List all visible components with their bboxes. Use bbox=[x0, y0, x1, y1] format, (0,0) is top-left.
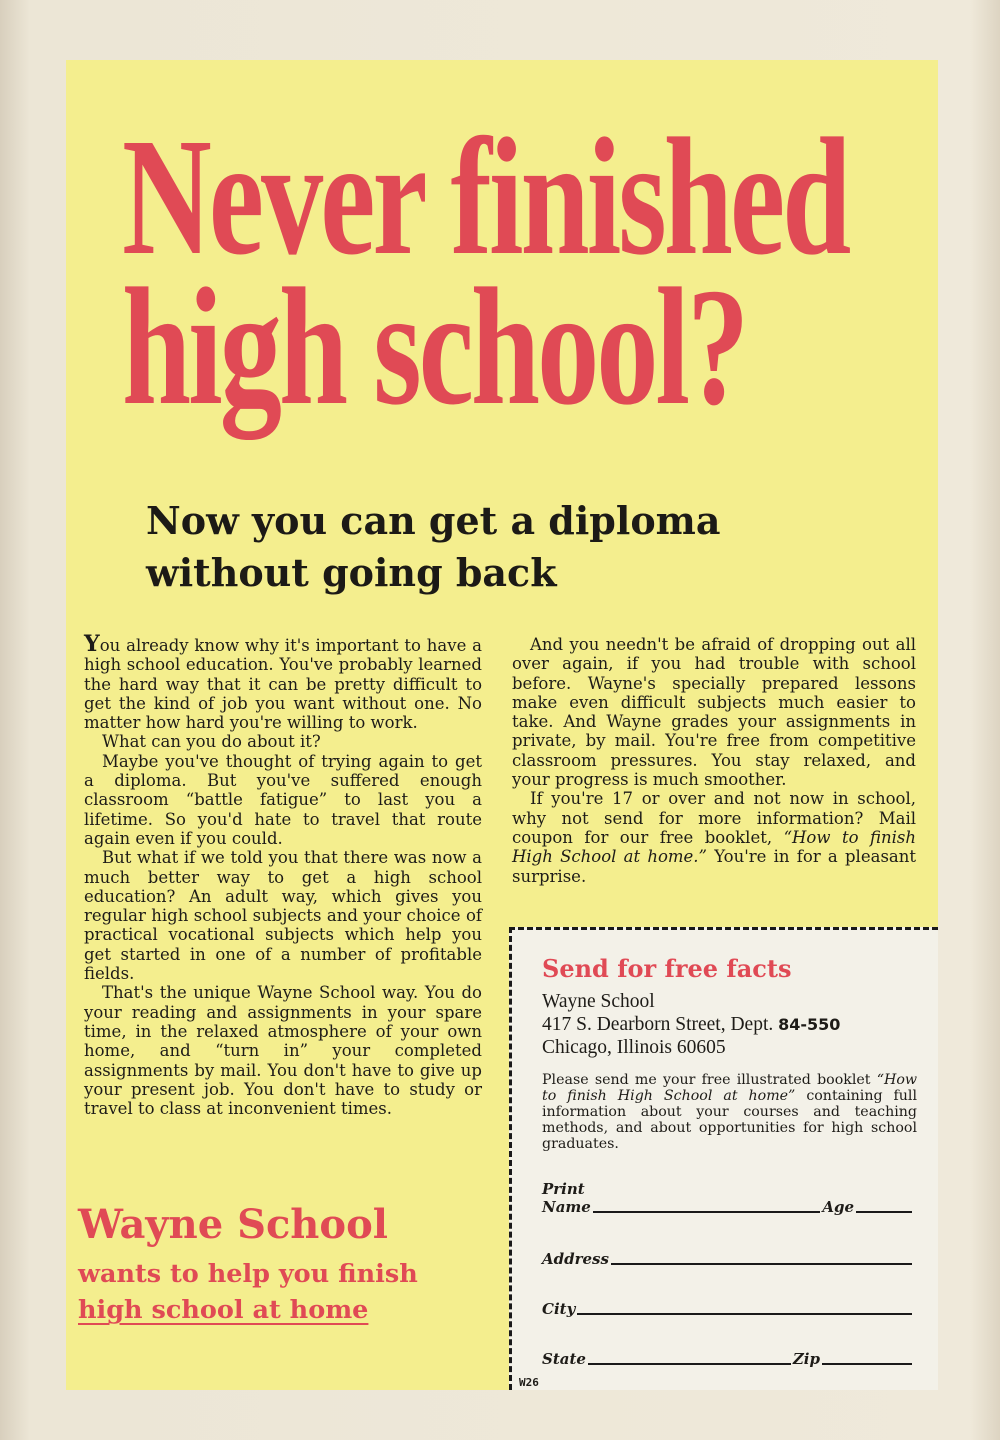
advertisement bbox=[66, 60, 938, 1390]
zip-label: Zip bbox=[792, 1350, 820, 1368]
body-text: You're in for a pleasant surprise. bbox=[512, 847, 917, 886]
coupon-request-text bbox=[542, 1072, 917, 1152]
body-paragraph: But what if we told you that there was now a much better way to get a high school education? An adult way, which gives you regular high school subjects and your choice of practical vocational subjects which help you get started in one of a number of profitable fields. bbox=[84, 848, 482, 984]
promo-tagline-line-1: wants to help you finish bbox=[78, 1259, 418, 1289]
address-school: Wayne School bbox=[542, 991, 655, 1012]
booklet-title: “How to finish High School at home.” bbox=[512, 827, 916, 867]
address-row bbox=[542, 1250, 914, 1268]
state-label: State bbox=[542, 1350, 586, 1368]
body-paragraph: What can you do about it? bbox=[102, 732, 321, 752]
address-city: Chicago, Illinois 60605 bbox=[542, 1037, 726, 1058]
name-age-row bbox=[542, 1198, 914, 1216]
headline bbox=[122, 104, 849, 440]
body-paragraph: Maybe you've thought of trying again to get a diploma. But you've suffered enough classroom “battle fatigue” to last you a lifetime. So you'd hate to travel that route again even if you could. bbox=[84, 751, 482, 848]
request-text: containing full information about your courses and teaching methods, and about opportunities for high school graduates. bbox=[542, 1088, 917, 1152]
print-label: Print bbox=[542, 1180, 585, 1198]
city-label: City bbox=[542, 1300, 576, 1318]
coupon-title: Send for free facts bbox=[542, 954, 792, 983]
state-zip-row bbox=[542, 1350, 914, 1368]
state-field[interactable] bbox=[588, 1363, 791, 1365]
mail-coupon[interactable] bbox=[509, 927, 938, 1390]
name-label: Name bbox=[542, 1198, 591, 1216]
coupon-address bbox=[542, 990, 840, 1059]
city-row bbox=[542, 1300, 914, 1318]
body-column-left bbox=[84, 631, 482, 1119]
address-dept: 84-550 bbox=[778, 1015, 841, 1034]
body-text: If you're 17 or over and not now in school, why not send for more information? Mail coupon for our free booklet, bbox=[512, 789, 916, 847]
subheadline-line-2: without going back bbox=[146, 550, 557, 595]
address-label: Address bbox=[542, 1250, 609, 1268]
coupon-code: W26 bbox=[519, 1376, 539, 1389]
body-paragraph bbox=[512, 789, 916, 885]
body-column-right bbox=[512, 635, 916, 886]
age-field[interactable] bbox=[856, 1211, 912, 1213]
body-paragraph: That's the unique Wayne School way. You do your reading and assignments in your spare time, in the relaxed atmosphere of your own home, and “turn in” your completed assignments by mail. You don't have to give up your present job. You don't have to study or travel to class at inconvenient times. bbox=[84, 983, 482, 1119]
address-street-line bbox=[542, 1013, 840, 1036]
promo-block bbox=[78, 1200, 498, 1327]
request-text: Please send me your free illustrated booklet bbox=[542, 1072, 877, 1088]
city-field[interactable] bbox=[577, 1313, 912, 1315]
promo-tagline-line-2: high school at home bbox=[78, 1295, 369, 1325]
request-booklet-title: “How to finish High School at home” bbox=[542, 1072, 917, 1104]
address-field[interactable] bbox=[611, 1263, 912, 1265]
headline-line-1: Never finished bbox=[122, 104, 849, 290]
address-street: 417 S. Dearborn Street, Dept. bbox=[542, 1014, 779, 1035]
zip-field[interactable] bbox=[822, 1363, 912, 1365]
body-paragraph: And you needn't be afraid of dropping out all over again, if you had trouble with school before. Wayne's specially prepared lessons make even difficult subjects much easier to take. And Wayne grades your assignments in private, by mail. You're free from competitive classroom pressures. You stay relaxed, and your progress is much smoother. bbox=[512, 635, 916, 790]
subheadline-line-1: Now you can get a diploma bbox=[146, 498, 721, 543]
age-label: Age bbox=[822, 1198, 854, 1216]
promo-school-name: Wayne School bbox=[78, 1201, 388, 1248]
headline-line-2: high school? bbox=[122, 254, 747, 440]
subheadline bbox=[146, 495, 786, 599]
body-paragraph: You already know why it's important to have a high school education. You've probably learned the hard way that it can be pretty difficult to get the kind of job you want without one. No matter how hard you're willing to work. bbox=[84, 631, 482, 733]
name-field[interactable] bbox=[593, 1211, 820, 1213]
